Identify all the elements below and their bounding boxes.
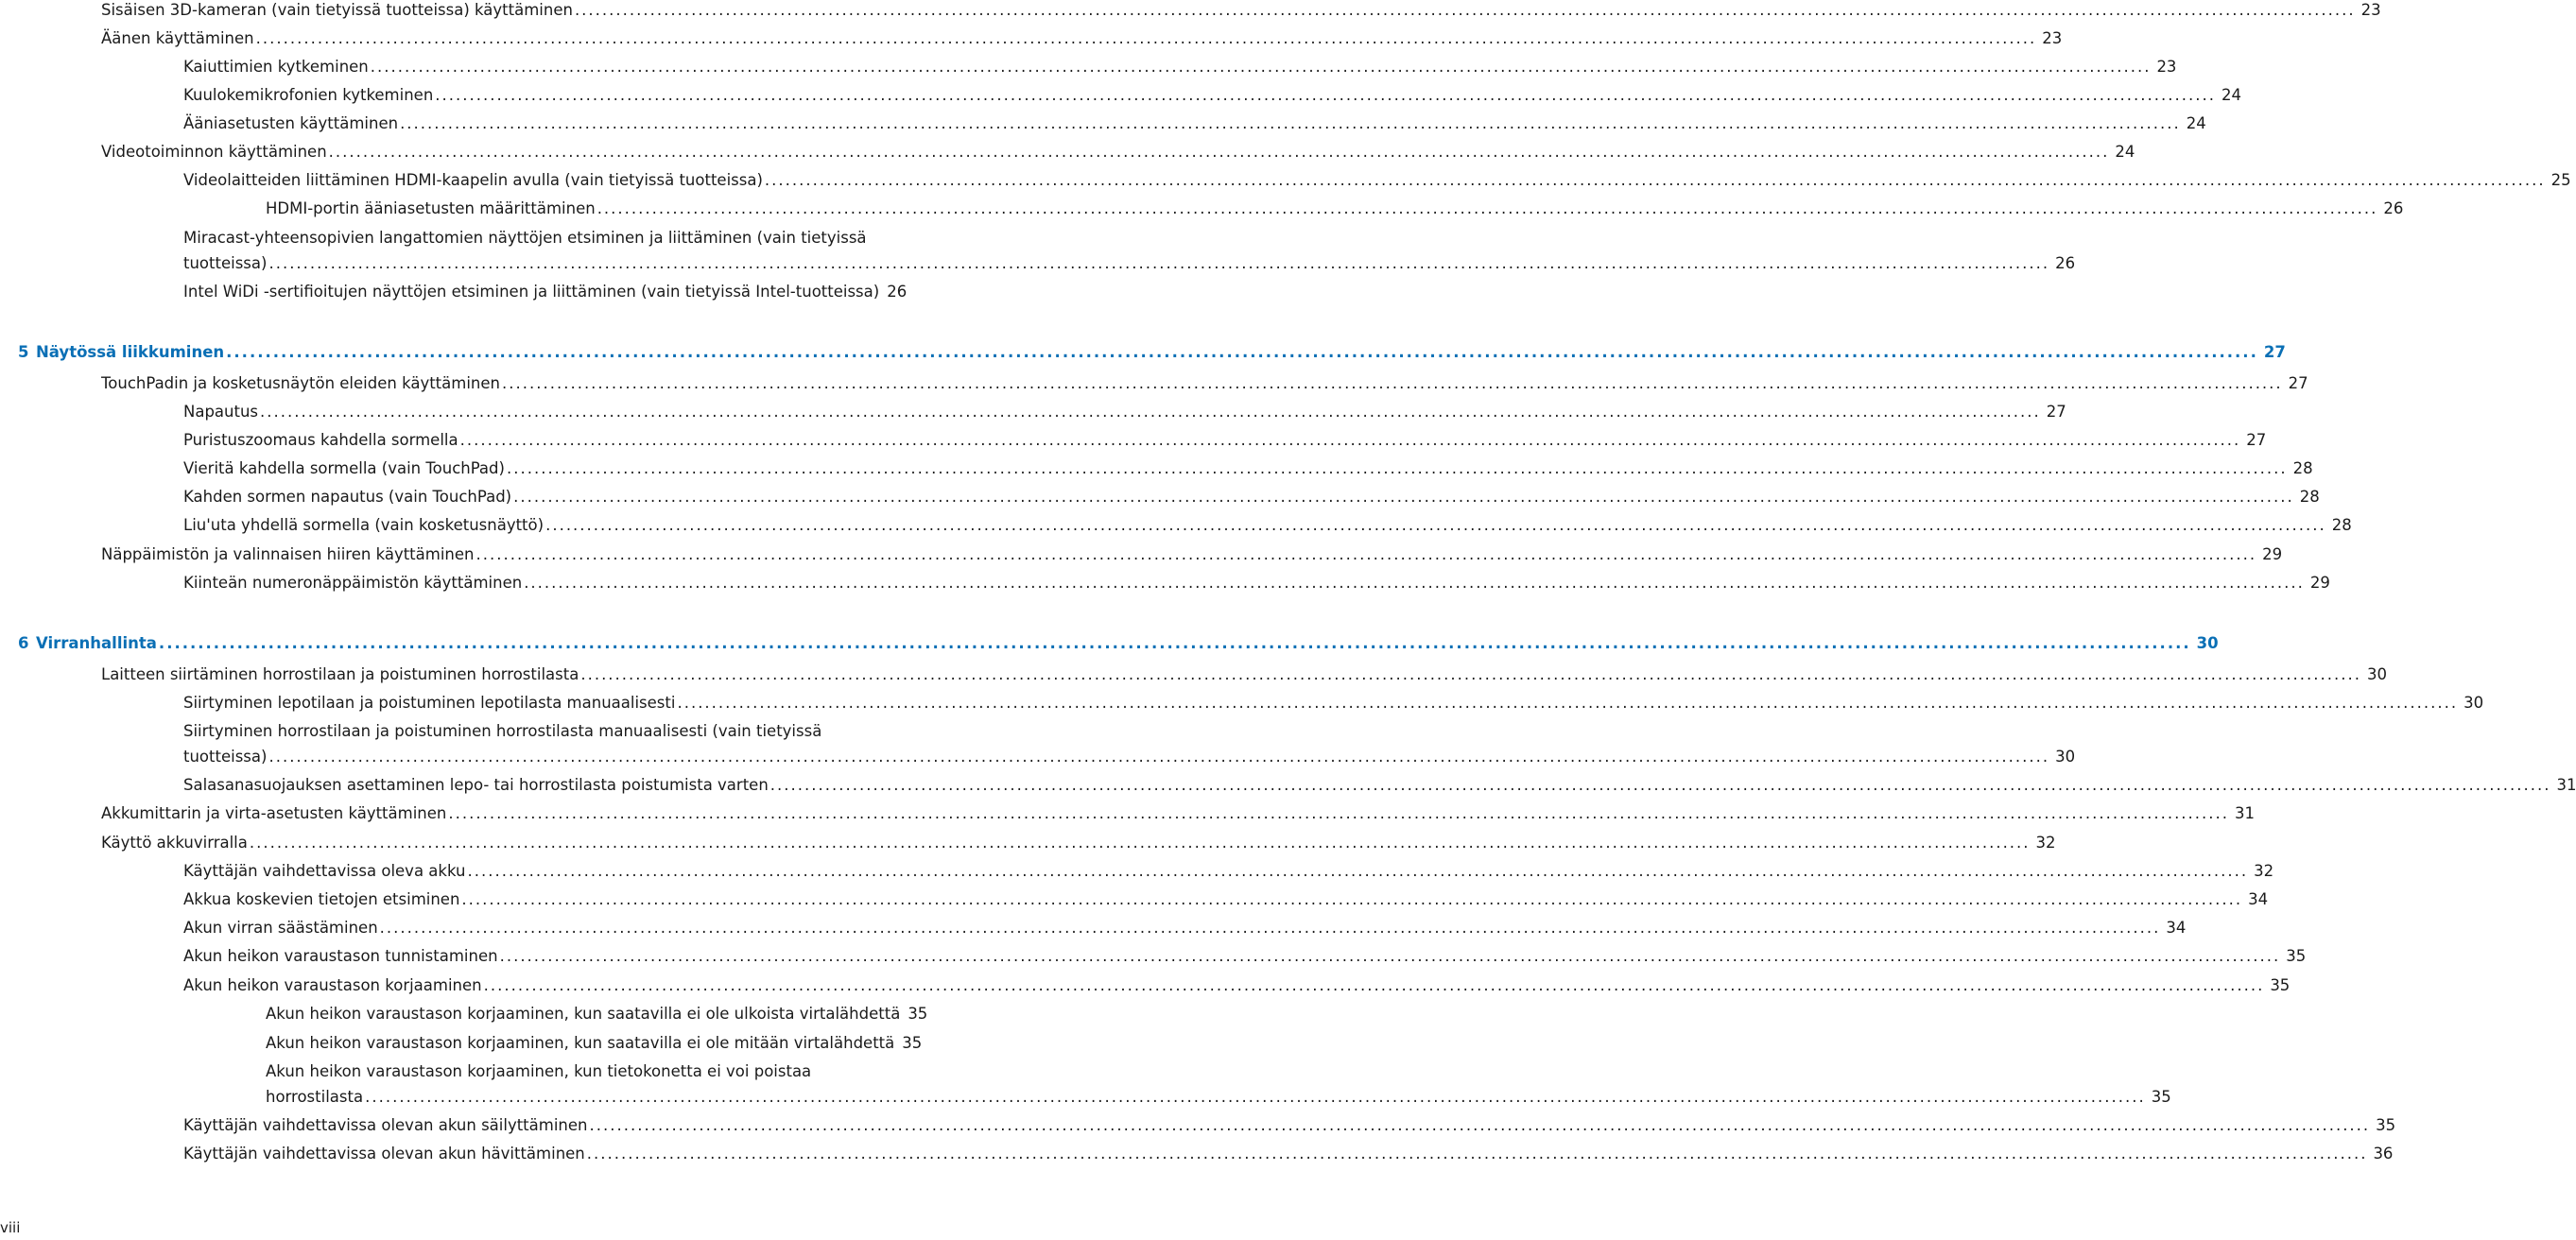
leader-dots: [380, 915, 2161, 940]
chapter-number: 5: [18, 343, 29, 361]
entry-title: Liu'uta yhdellä sormella (vain kosketusnäyttö): [183, 516, 545, 534]
entry-title: HDMI-portin ääniasetusten määrittäminen: [266, 199, 596, 217]
entry-page: 34: [2166, 919, 2187, 937]
entry-title: Puristuszoomaus kahdella sormella: [183, 431, 458, 449]
entry-page: 35: [2270, 976, 2291, 994]
entry-title: Kiinteän numeronäppäimistön käyttäminen: [183, 574, 523, 592]
leader-dots: [159, 630, 2191, 656]
entry-title: Akun heikon varaustason korjaaminen, kun saatavilla ei ole mitään virtalähdettä: [266, 1034, 895, 1052]
leader-dots: [250, 830, 2031, 855]
entry-page: 30: [2055, 748, 2076, 766]
leader-dots: [575, 0, 2356, 23]
entry-title: Kahden sormen napautus (vain TouchPad): [183, 488, 512, 506]
entry-page: 29: [2262, 545, 2283, 563]
entry-page: 26: [887, 283, 908, 301]
leader-dots: [461, 887, 2242, 912]
entry-page: 28: [2331, 516, 2352, 534]
entry-page: 35: [908, 1005, 928, 1023]
leader-dots: [371, 54, 2152, 79]
entry-page: 30: [2367, 665, 2387, 683]
entry-page: 35: [902, 1034, 923, 1052]
entry-page: 35: [2376, 1116, 2396, 1134]
entry-page: 36: [2373, 1145, 2394, 1162]
entry-title: Kuulokemikrofonien kytkeminen: [183, 86, 434, 104]
leader-dots: [597, 196, 2378, 221]
leader-dots: [587, 1141, 2368, 1166]
entry-page: 24: [2221, 86, 2241, 104]
entry-page: 28: [2292, 459, 2313, 477]
leader-dots: [460, 427, 2241, 453]
entry-title: Videolaitteiden liittäminen HDMI-kaapelin avulla (vain tietyissä tuotteissa): [183, 171, 763, 189]
entry-page: 35: [2286, 947, 2307, 965]
entry-page: 27: [2246, 431, 2267, 449]
entry-title: Äänen käyttäminen: [101, 29, 254, 47]
leader-dots: [467, 858, 2248, 884]
entry-title: Käyttäjän vaihdettavissa olevan akun hävittäminen: [183, 1145, 585, 1162]
leader-dots: [590, 1112, 2371, 1138]
entry-page: 31: [2235, 804, 2256, 822]
entry-page: 23: [2360, 1, 2381, 19]
entry-page: 23: [2156, 58, 2177, 76]
entry-title: Siirtyminen lepotilaan ja poistuminen lepotilasta manuaalisesti: [183, 694, 676, 712]
entry-title: Akkumittarin ja virta-asetusten käyttäminen: [101, 804, 447, 822]
entry-title-continued: tuotteissa): [183, 254, 268, 272]
entry-title: Näppäimistön ja valinnaisen hiiren käyttäminen: [101, 545, 475, 563]
leader-dots: [502, 370, 2283, 396]
leader-dots: [677, 690, 2458, 715]
entry-page: 34: [2248, 890, 2269, 908]
entry-title-continued: tuotteissa): [183, 748, 268, 766]
entry-title: TouchPadin ja kosketusnäytön eleiden käyttäminen: [101, 374, 500, 392]
entry-title: Akun heikon varaustason korjaaminen, kun tietokonetta ei voi poistaa: [266, 1062, 812, 1080]
entry-title: Salasanasuojauksen asettaminen lepo- tai horrostilasta poistumista varten: [183, 776, 769, 794]
entry-title: Käyttäjän vaihdettavissa oleva akku: [183, 862, 466, 880]
entry-title: Akun heikon varaustason korjaaminen: [183, 976, 482, 994]
leader-dots: [765, 167, 2546, 193]
leader-dots: [513, 484, 2294, 509]
leader-dots: [268, 744, 2049, 769]
entry-title: Käyttö akkuvirralla: [101, 834, 248, 852]
entry-page: 35: [2151, 1088, 2171, 1106]
leader-dots: [500, 943, 2281, 969]
entry-page: 24: [2186, 114, 2206, 132]
chapter-number: 6: [18, 634, 29, 652]
leader-dots: [524, 570, 2305, 595]
entry-title: Miracast-yhteensopivien langattomien näyttöjen etsiminen ja liittäminen (vain tietyissä: [183, 229, 867, 247]
leader-dots: [365, 1084, 2146, 1110]
entry-title: Akun heikon varaustason korjaaminen, kun saatavilla ei ole ulkoista virtalähdettä: [266, 1005, 901, 1023]
chapter-title: Virranhallinta: [36, 634, 157, 652]
entry-page: 31: [2556, 776, 2576, 794]
entry-title: Akun heikon varaustason tunnistaminen: [183, 947, 498, 965]
leader-dots: [400, 111, 2181, 136]
leader-dots: [435, 82, 2216, 108]
entry-title: Akkua koskevien tietojen etsiminen: [183, 890, 460, 908]
leader-dots: [268, 250, 2049, 276]
leader-dots: [329, 139, 2110, 164]
entry-page: 23: [2042, 29, 2063, 47]
leader-dots: [475, 542, 2256, 567]
entry-page: 32: [2254, 862, 2274, 880]
entry-title: Käyttäjän vaihdettavissa olevan akun säilyttäminen: [183, 1116, 588, 1134]
entry-title: Sisäisen 3D-kameran (vain tietyissä tuotteissa) käyttäminen: [101, 1, 573, 19]
entry-page: 27: [2263, 343, 2286, 361]
entry-page: 28: [2299, 488, 2320, 506]
leader-dots: [545, 512, 2326, 538]
entry-page: 29: [2309, 574, 2330, 592]
entry-page: 24: [2115, 143, 2135, 161]
leader-dots: [260, 399, 2041, 424]
leader-dots: [770, 772, 2551, 798]
entry-title-continued: horrostilasta: [266, 1088, 364, 1106]
entry-title: Napautus: [183, 403, 259, 421]
leader-dots: [580, 662, 2361, 687]
entry-title: Kaiuttimien kytkeminen: [183, 58, 369, 76]
entry-page: 25: [2550, 171, 2571, 189]
entry-page: 26: [2055, 254, 2076, 272]
entry-title: Siirtyminen horrostilaan ja poistuminen horrostilasta manuaalisesti (vain tietyissä: [183, 722, 822, 740]
entry-title: Videotoiminnon käyttäminen: [101, 143, 327, 161]
entry-title: Intel WiDi -sertifioitujen näyttöjen etsiminen ja liittäminen (vain tietyissä Intel-tuotteissa): [183, 283, 880, 301]
leader-dots: [484, 973, 2265, 998]
leader-dots: [448, 801, 2229, 826]
entry-title: Akun virran säästäminen: [183, 919, 378, 937]
page-number-footer: viii: [0, 1219, 21, 1236]
entry-title: Ääniasetusten käyttäminen: [183, 114, 399, 132]
entry-title: Vieritä kahdella sormella (vain TouchPad): [183, 459, 505, 477]
entry-page: 27: [2288, 374, 2308, 392]
entry-page: 30: [2196, 634, 2219, 652]
entry-title: Laitteen siirtäminen horrostilaan ja poistuminen horrostilasta: [101, 665, 579, 683]
leader-dots: [507, 456, 2288, 481]
chapter-title: Näytössä liikkuminen: [36, 343, 225, 361]
leader-dots: [256, 26, 2037, 51]
entry-page: 30: [2464, 694, 2484, 712]
entry-page: 32: [2035, 834, 2056, 852]
entry-page: 27: [2046, 403, 2066, 421]
entry-page: 26: [2383, 199, 2404, 217]
leader-dots: [226, 339, 2258, 365]
